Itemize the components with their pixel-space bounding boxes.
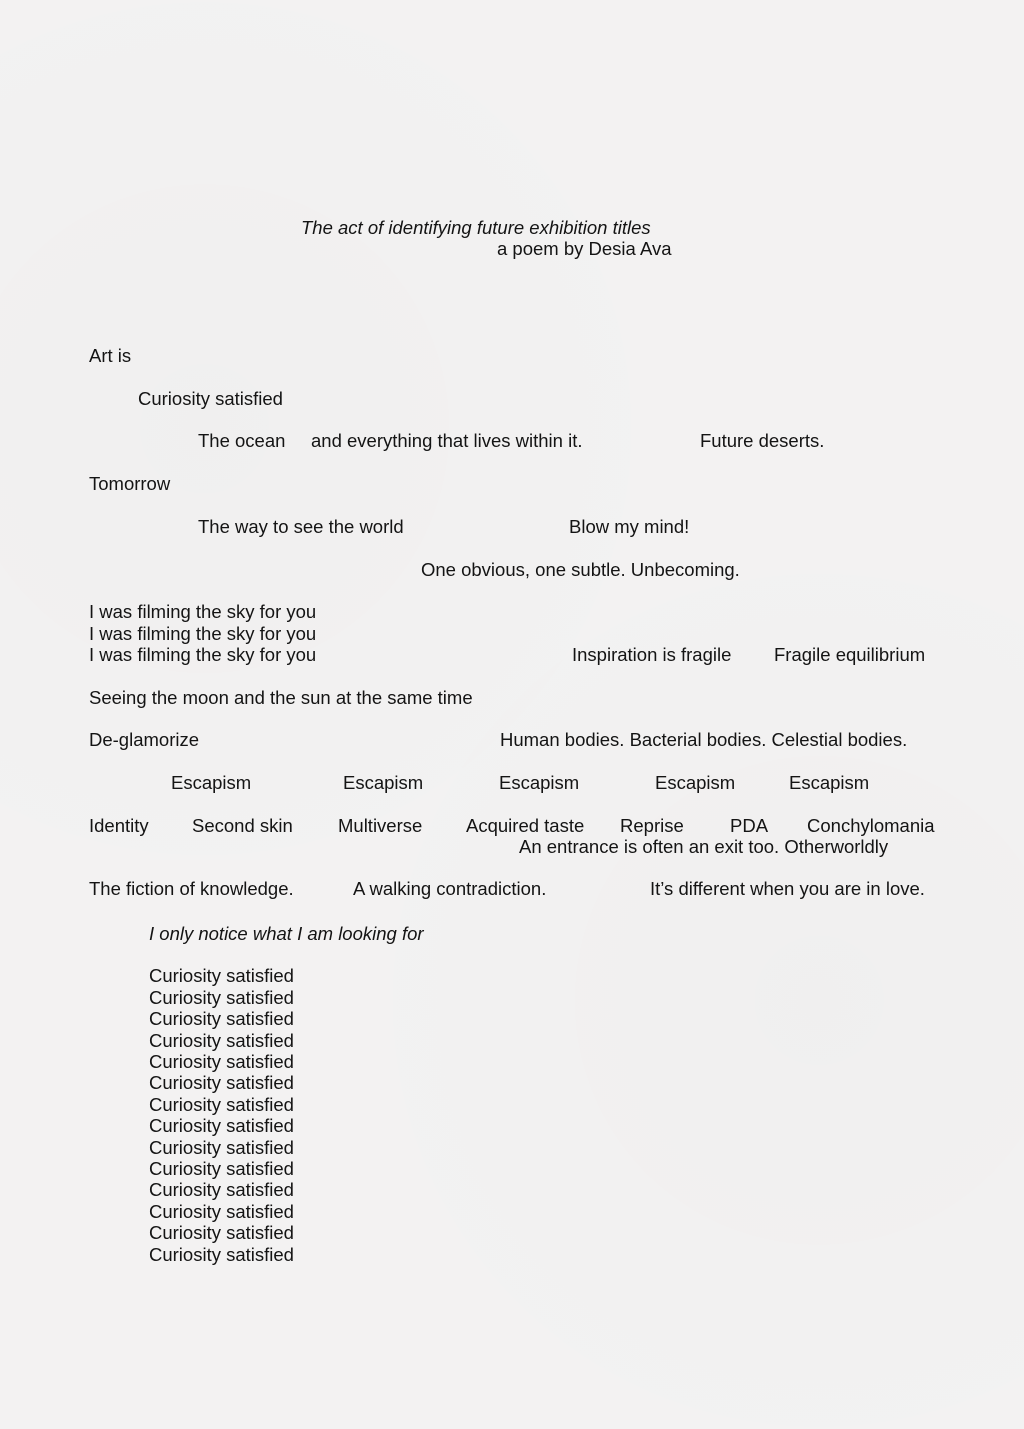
line-blow-my-mind: Blow my mind! <box>569 516 690 537</box>
line-filming-sky: I was filming the sky for you <box>89 601 317 622</box>
word-conchylomania: Conchylomania <box>807 815 935 836</box>
line-fiction-knowledge: The fiction of knowledge. <box>89 878 294 899</box>
word-pda: PDA <box>730 815 769 836</box>
line-curiosity-repeat: Curiosity satisfied <box>149 1115 294 1136</box>
line-curiosity-repeat: Curiosity satisfied <box>149 1072 294 1093</box>
line-curiosity-repeat: Curiosity satisfied <box>149 1201 294 1222</box>
line-inspiration-fragile: Inspiration is fragile <box>572 644 732 665</box>
line-notice-looking: I only notice what I am looking for <box>149 923 424 944</box>
word-acquired-taste: Acquired taste <box>466 815 585 836</box>
line-entrance-exit: An entrance is often an exit too. Otherworldly <box>519 836 889 857</box>
line-curiosity-repeat: Curiosity satisfied <box>149 965 294 986</box>
line-curiosity-satisfied: Curiosity satisfied <box>138 388 283 409</box>
word-reprise: Reprise <box>620 815 684 836</box>
line-curiosity-repeat: Curiosity satisfied <box>149 1030 294 1051</box>
line-the-ocean: The ocean <box>198 430 286 451</box>
line-curiosity-repeat: Curiosity satisfied <box>149 1179 294 1200</box>
line-deglamorize: De-glamorize <box>89 729 200 750</box>
line-art-is: Art is <box>89 345 132 366</box>
poem-byline: a poem by Desia Ava <box>497 238 672 259</box>
line-one-obvious: One obvious, one subtle. Unbecoming. <box>421 559 740 580</box>
word-second-skin: Second skin <box>192 815 293 836</box>
line-different-in-love: It’s different when you are in love. <box>650 878 925 899</box>
line-way-to-see: The way to see the world <box>198 516 404 537</box>
line-fragile-equilibrium: Fragile equilibrium <box>774 644 926 665</box>
line-escapism: Escapism <box>343 772 424 793</box>
line-future-deserts: Future deserts. <box>700 430 825 451</box>
line-curiosity-repeat: Curiosity satisfied <box>149 1137 294 1158</box>
line-curiosity-repeat: Curiosity satisfied <box>149 1222 294 1243</box>
line-bodies: Human bodies. Bacterial bodies. Celestial bodies. <box>500 729 908 750</box>
line-curiosity-repeat: Curiosity satisfied <box>149 1094 294 1115</box>
line-escapism: Escapism <box>789 772 870 793</box>
poem-title: The act of identifying future exhibition titles <box>301 217 651 238</box>
line-seeing-moon: Seeing the moon and the sun at the same time <box>89 687 473 708</box>
word-identity: Identity <box>89 815 149 836</box>
line-curiosity-repeat: Curiosity satisfied <box>149 1244 294 1265</box>
line-escapism: Escapism <box>655 772 736 793</box>
line-curiosity-repeat: Curiosity satisfied <box>149 1158 294 1179</box>
line-curiosity-repeat: Curiosity satisfied <box>149 987 294 1008</box>
line-curiosity-repeat: Curiosity satisfied <box>149 1051 294 1072</box>
line-tomorrow: Tomorrow <box>89 473 171 494</box>
word-multiverse: Multiverse <box>338 815 423 836</box>
line-everything-lives: and everything that lives within it. <box>311 430 583 451</box>
line-walking-contradiction: A walking contradiction. <box>353 878 547 899</box>
line-escapism: Escapism <box>499 772 580 793</box>
line-filming-sky: I was filming the sky for you <box>89 623 317 644</box>
line-escapism: Escapism <box>171 772 252 793</box>
line-filming-sky: I was filming the sky for you <box>89 644 317 665</box>
line-curiosity-repeat: Curiosity satisfied <box>149 1008 294 1029</box>
